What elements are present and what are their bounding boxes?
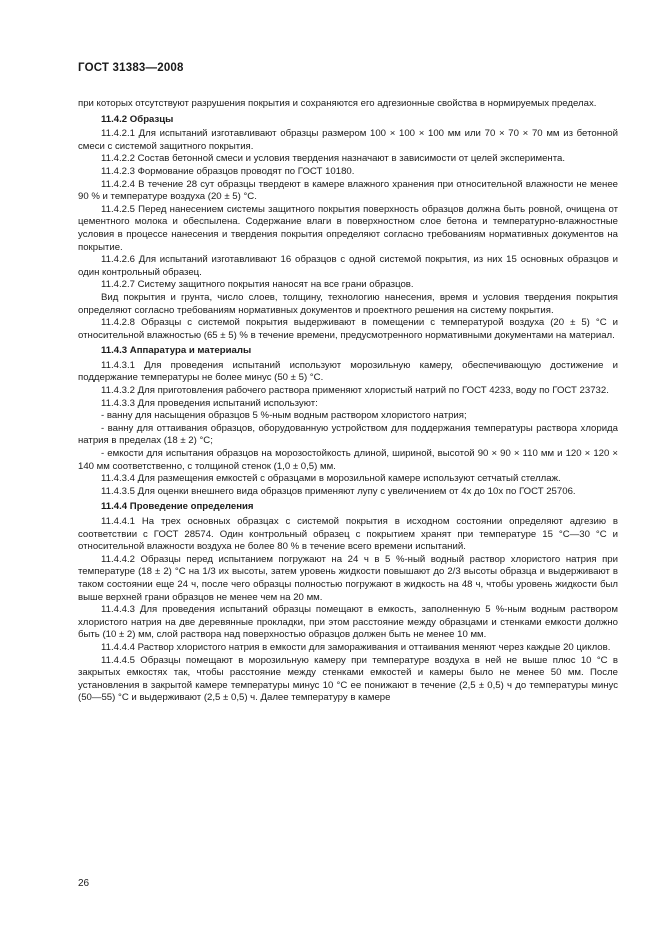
paragraph: 11.4.3.4 Для размещения емкостей с образцами в морозильной камере используют сетчатый стеллаж. (101, 473, 561, 485)
paragraph: 11.4.2.3 Формование образцов проводят по ГОСТ 10180. (101, 165, 355, 177)
paragraph: 11.4.4.2 Образцы перед испытанием погружают на 24 ч в 5 %-ный водный раствор хлористого натрия при температуре (18 ± 2) °С на 1/3 их высоты, затем уровень жидкости повышают до 2/3 высоты образца и выдерживают в таком состоянии еще 24 ч, после чего образцы полностью погружают в жидкость на 48 ч, чтобы уровень жидкости был выше верхней грани образцов не менее чем на 20 мм. (78, 553, 618, 603)
paragraph: 11.4.2.5 Перед нанесением системы защитного покрытия поверхность образцов должна быть ровной, очищена от цементного молока и обеспылена. Содержание влаги в поверхностном слое бетона и температурно-влажностные условия в процессе нанесения и твердения покрытия определяют согласно требованиям нормативных документов на покрытие. (78, 203, 618, 253)
paragraph: 11.4.4.1 На трех основных образцах с системой покрытия в исходном состоянии определяют адгезию в соответствии с ГОСТ 28574. Один контрольный образец с покрытием хранят при температуре 15 °С—30 °С и относительной влажности воздуха не более 80 % в течение всего времени испытаний. (78, 516, 618, 553)
document-header: ГОСТ 31383—2008 (78, 62, 184, 74)
paragraph: 11.4.2.8 Образцы с системой покрытия выдерживают в помещении с температурой воздуха (20 ± 5) °С и относительной влажностью (65 ± 5) % в течение времени, предусмотренного нормативными документами на материал. (78, 317, 618, 341)
paragraph: - ванну для оттаивания образцов, оборудованную устройством для поддержания температуры раствора хлорида натрия в пределах (18 ± 2) °С; (78, 422, 618, 447)
document-page (78, 62, 618, 705)
paragraph: 11.4.3.5 Для оценки внешнего вида образцов применяют лупу с увеличением от 4х до 10х по ГОСТ 25706. (101, 485, 576, 497)
paragraph: Вид покрытия и грунта, число слоев, толщину, технологию нанесения, время и условия твердения покрытия определяют согласно требованиям нормативных документов и проектного решения на систему покрытия. (78, 291, 618, 316)
document-body (78, 98, 618, 705)
paragraph: 11.4.2.6 Для испытаний изготавливают 16 образцов с одной системой покрытия, из них 15 основных образцов и один контрольный образец. (78, 254, 618, 278)
paragraph: 11.4.3.1 Для проведения испытаний используют морозильную камеру, обеспечивающую достижение и поддержание температуры не более минус (50 ± 5) °С. (78, 359, 618, 384)
paragraph: - ванну для насыщения образцов 5 %-ным водным раствором хлористого натрия; (101, 410, 467, 422)
section-heading: 11.4.2 Образцы (101, 113, 174, 125)
page-number: 26 (78, 878, 90, 889)
paragraph: 11.4.2.4 В течение 28 сут образцы твердеют в камере влажного хранения при относительной влажности не менее 90 % и температуре воздуха (20 ± 5) °С. (78, 178, 618, 203)
paragraph: 11.4.2.7 Систему защитного покрытия наносят на все грани образцов. (101, 279, 414, 291)
paragraph: 11.4.3.3 Для проведения испытаний используют: (101, 397, 318, 409)
paragraph: 11.4.4.5 Образцы помещают в морозильную камеру при температуре воздуха в ней не выше плюс 10 °С в закрытых емкостях так, чтобы расстояние между стенками емкостей и камеры было не менее 50 мм. После установления в закрытой камере температуры минус 10 °С ее понижают в течение (2,5 ± 0,5) ч до температуры минус (50—55) °С и выдерживают (2,5 ± 0,5) ч. Далее температуру в камере (78, 654, 618, 704)
paragraph: 11.4.4.4 Раствор хлористого натрия в емкости для замораживания и оттаивания меняют через каждые 20 циклов. (101, 641, 611, 653)
paragraph: - емкости для испытания образцов на морозостойкость длиной, шириной, высотой 90 × 90 × 110 мм и 120 × 120 × 140 мм соответственно, с толщиной стенок (1,0 ± 0,5) мм. (78, 448, 618, 472)
paragraph: 11.4.2.1 Для испытаний изготавливают образцы размером 100 × 100 × 100 мм или 70 × 70 × 70 мм из бетонной смеси с системой защитного покрытия. (78, 128, 618, 152)
paragraph: 11.4.2.2 Состав бетонной смеси и условия твердения назначают в зависимости от целей эксперимента. (101, 153, 566, 165)
paragraph: при которых отсутствуют разрушения покрытия и сохраняются его адгезионные свойства в нормируемых пределах. (78, 98, 597, 109)
section-heading: 11.4.3 Аппаратура и материалы (101, 345, 252, 357)
paragraph: 11.4.4.3 Для проведения испытаний образцы помещают в емкость, заполненную 5 %-ным водным раствором хлористого натрия на две деревянные прокладки, при этом расстояние между образцами и стенками емкости должно быть (10 ± 2) мм, слой раствора над поверхностью образцов должен быть не менее 10 мм. (78, 604, 618, 641)
section-heading: 11.4.4 Проведение определения (101, 501, 254, 513)
paragraph: 11.4.3.2 Для приготовления рабочего раствора применяют хлористый натрий по ГОСТ 4233, воду по ГОСТ 23732. (101, 385, 609, 397)
